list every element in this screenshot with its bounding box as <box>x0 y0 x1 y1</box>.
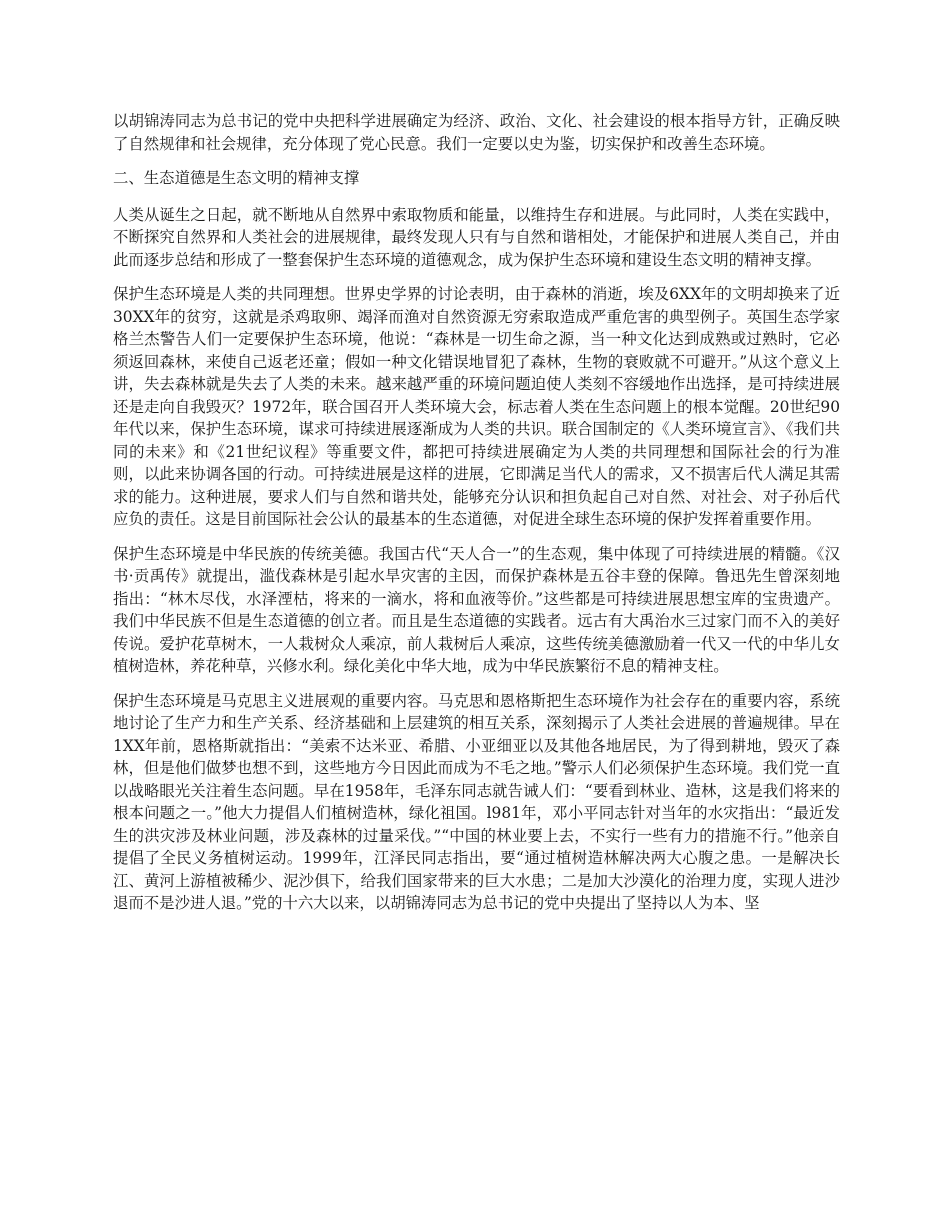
section-heading: 二、生态道德是生态文明的精神支撑 <box>113 169 360 187</box>
paragraph-intro: 以胡锦涛同志为总书记的党中央把科学进展确定为经济、政治、文化、社会建设的根本指导方针，正确反映了自然规律和社会规律，充分体现了党心民意。我们一定要以史为鉴，切实保护和改善生态环境。 <box>113 112 840 153</box>
paragraph-common-ideal: 保护生态环境是人类的共同理想。世界史学界的讨论表明，由于森林的消逝，埃及6XX年的文明却换来了近30XX年的贫穷，这就是杀鸡取卵、竭泽而渔对自然资源无穷索取造成严重危害的典型例子。英国生态学家格兰杰警告人们一定要保护生态环境，他说：“森林是一切生命之源，当一种文化达到成熟或过熟时，它必须返回森林，来使自己返老还童；假如一种文化错误地冒犯了森林，生物的衰败就不可避开。”从这个意义上讲，失去森林就是失去了人类的未来。越来越严重的环境问题迫使人类刻不容缓地作出选择，是可持续进展还是走向自我毁灭？1972年，联合国召开人类环境大会，标志着人类在生态问题上的根本觉醒。20世纪90年代以来，保护生态环境，谋求可持续进展逐渐成为人类的共识。联合国制定的《人类环境宣言》、《我们共同的未来》和《21世纪议程》等重要文件，都把可持续进展确定为人类的共同理想和国际社会的行为准则，以此来协调各国的行动。可持续进展是这样的进展，它即满足当代人的需求，又不损害后代人满足其需求的能力。这种进展，要求人们与自然和谐共处，能够充分认识和担负起自己对自然、对社会、对子孙后代应负的责任。这是目前国际社会公认的最基本的生态道德，对促进全球生态环境的保护发挥着重要作用。 <box>113 285 840 528</box>
paragraph-human-nature: 人类从诞生之日起，就不断地从自然界中索取物质和能量，以维持生存和进展。与此同时，人类在实践中，不断探究自然界和人类社会的进展规律，最终发现人只有与自然和谐相处，才能保护和进展人类自己，并由此而逐步总结和形成了一整套保护生态环境的道德观念，成为保护生态环境和建设生态文明的精神支撑。 <box>113 205 840 269</box>
paragraph-traditional-virtue: 保护生态环境是中华民族的传统美德。我国古代“天人合一”的生态观，集中体现了可持续进展的精髓。《汉书·贡禹传》就提出，滥伐森林是引起水旱灾害的主因，而保护森林是五谷丰登的保障。鲁迅先生曾深刻地指出：“林木尽伐，水泽湮枯，将来的一滴水，将和血液等价。”这些都是可持续进展思想宝库的宝贵遗产。我们中华民族不但是生态道德的创立者。而且是生态道德的实践者。远古有大禹治水三过家门而不入的美好传说。爱护花草树木，一人栽树众人乘凉，前人栽树后人乘凉，这些传统美德激励着一代又一代的中华儿女植树造林，养花种草，兴修水利。绿化美化中华大地，成为中华民族繁衍不息的精神支柱。 <box>113 544 840 675</box>
document-body <box>113 110 840 927</box>
paragraph-marxism: 保护生态环境是马克思主义进展观的重要内容。马克思和恩格斯把生态环境作为社会存在的重要内容，系统地讨论了生产力和生产关系、经济基础和上层建筑的相互关系，深刻揭示了人类社会进展的普遍规律。早在1XX年前，恩格斯就指出：“美索不达米亚、希腊、小亚细亚以及其他各地居民，为了得到耕地，毁灭了森林，但是他们做梦也想不到，这些地方今日因此而成为不毛之地。”警示人们必须保护生态环境。我们党一直以战略眼光关注着生态问题。早在1958年，毛泽东同志就告诫人们：“要看到林业、造林，这是我们将来的根本问题之一。”他大力提倡人们植树造林，绿化祖国。l981年，邓小平同志针对当年的水灾指出：“最近发生的洪灾涉及林业问题，涉及森林的过量采伐。”“中国的林业要上去，不实行一些有力的措施不行。”他亲自提倡了全民义务植树运动。1999年，江泽民同志指出，要“通过植树造林解决两大心腹之患。一是解决长江、黄河上游植被稀少、泥沙俱下，给我们国家带来的巨大水患；二是加大沙漠化的治理力度，实现人进沙退而不是沙进人退。”党的十六大以来，以胡锦涛同志为总书记的党中央提出了坚持以人为本、坚 <box>113 691 840 912</box>
